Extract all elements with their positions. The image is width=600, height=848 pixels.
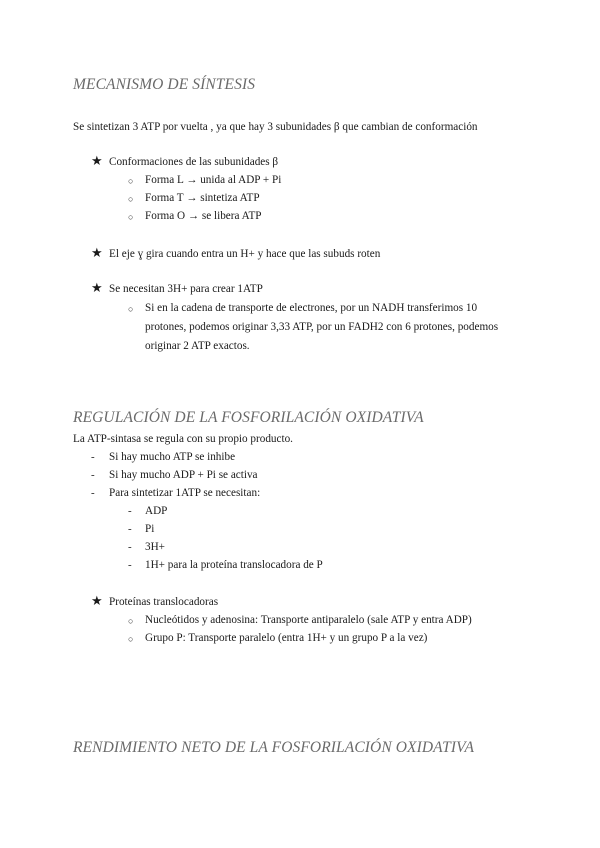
dash-bullet-icon: - [128,559,132,571]
circle-bullet-icon: ○ [128,212,134,222]
paragraph-line-3: originar 2 ATP exactos. [145,340,250,352]
dash-bullet-icon: - [128,523,132,535]
section-heading-mecanismo: MECANISMO DE SÍNTESIS [73,76,256,93]
intro-text: La ATP-sintasa se regula con su propio producto. [73,433,293,445]
bullet-eje: El eje ɣ gira cuando entra un H+ y hace que las subuds roten [109,248,381,260]
star-bullet-icon: ★ [91,280,103,295]
list-item-1h: 1H+ para la proteína translocadora de P [145,559,323,571]
dash-bullet-icon: - [128,541,132,553]
list-item-activa: Si hay mucho ADP + Pi se activa [109,469,258,481]
list-item-3h: 3H+ [145,541,165,553]
section-heading-regulacion: REGULACIÓN DE LA FOSFORILACIÓN OXIDATIVA [73,409,424,426]
list-item-inhibe: Si hay mucho ATP se inhibe [109,451,236,463]
star-bullet-icon: ★ [91,245,103,260]
section-heading-rendimiento: RENDIMIENTO NETO DE LA FOSFORILACIÓN OXIDATIVA [73,739,475,756]
intro-text: Se sintetizan 3 ATP por vuelta , ya que hay 3 subunidades β que cambian de conformación [73,121,478,133]
circle-bullet-icon: ○ [128,176,134,186]
list-item-nucleotidos: Nucleótidos y adenosina: Transporte antiparalelo (sale ATP y entra ADP) [145,614,472,626]
list-item-adp: ADP [145,505,168,517]
list-item-grupo-p: Grupo P: Transporte paralelo (entra 1H+ y un grupo P a la vez) [145,632,428,644]
star-bullet-icon: ★ [91,153,103,168]
bullet-conformaciones: Conformaciones de las subunidades β [109,156,279,168]
star-bullet-icon: ★ [91,593,103,608]
list-item-sintetizar: Para sintetizar 1ATP se necesitan: [109,487,261,499]
paragraph-line-1: Si en la cadena de transporte de electrones, por un NADH transferimos 10 [145,302,478,314]
circle-bullet-icon: ○ [128,194,134,204]
dash-bullet-icon: - [128,505,132,517]
bullet-3h: Se necesitan 3H+ para crear 1ATP [109,283,263,295]
circle-bullet-icon: ○ [128,304,134,314]
dash-bullet-icon: - [91,487,95,499]
dash-bullet-icon: - [91,451,95,463]
bullet-proteinas: Proteínas translocadoras [109,596,219,608]
list-item-pi: Pi [145,523,155,535]
circle-bullet-icon: ○ [128,616,134,626]
list-item-forma-o: Forma O → se libera ATP [145,210,262,222]
circle-bullet-icon: ○ [128,634,134,644]
list-item-forma-l: Forma L → unida al ADP + Pi [145,174,282,186]
list-item-forma-t: Forma T → sintetiza ATP [145,192,260,204]
paragraph-line-2: protones, podemos originar 3,33 ATP, por un FADH2 con 6 protones, podemos [145,321,499,333]
dash-bullet-icon: - [91,469,95,481]
